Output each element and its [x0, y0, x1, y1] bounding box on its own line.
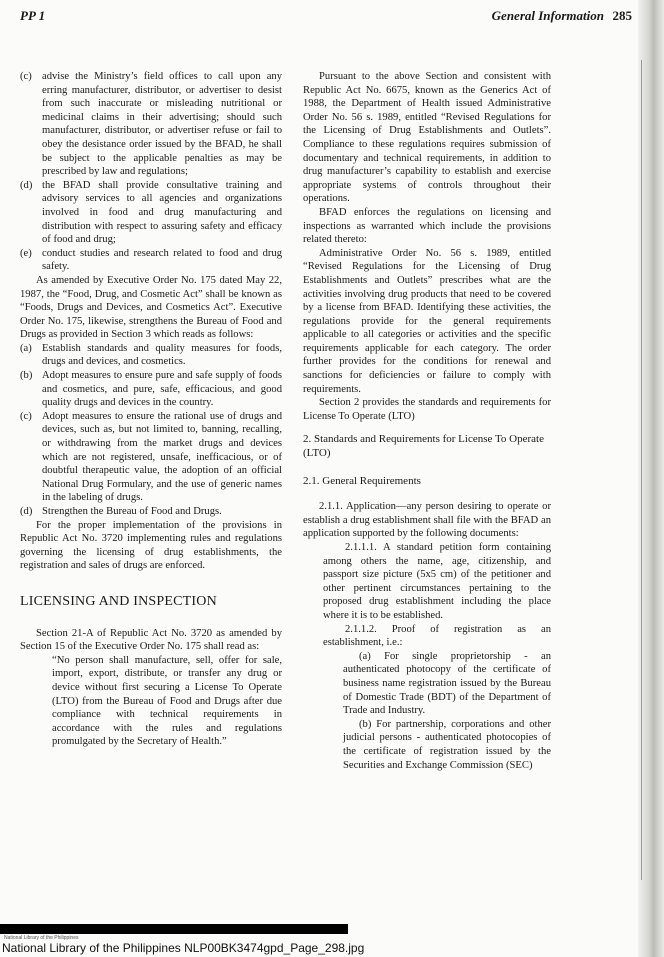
list-item-label: (e): [20, 247, 32, 259]
list-item: [20, 369, 282, 410]
library-stamp: National Library of the Philippines: [4, 935, 79, 941]
list-item-label: (d): [20, 179, 33, 191]
paragraph-section-2: Section 2 provides the standards and requirements for License To Operate (LTO): [303, 397, 551, 422]
running-header-chapter: General Information: [491, 8, 604, 23]
list-item: [20, 342, 282, 369]
heading-general-requirements: 2.1. General Requirements: [303, 474, 421, 487]
right-column: [303, 70, 551, 772]
paragraph-2-1-1: 2.1.1. Application—any person desiring to operate or establish a drug establishment shall file with the BFAD an application supported by the following documents:: [303, 501, 551, 540]
paragraph-2-1-1-2: 2.1.1.2. Proof of registration as an establishment, i.e.:: [323, 623, 551, 649]
footer-caption: National Library of the Philippines NLP00BK3474gpd_Page_298.jpg: [2, 941, 365, 955]
list-item: [20, 70, 282, 179]
paragraph-2-1-1-1: 2.1.1.1. A standard petition form containing among others the name, age, citizenship, and passport size picture (5x5 cm) of the petitioner and other pertinent circumstances pertaining to the proposed drug establishment including the place where it is to be established.: [323, 542, 551, 621]
list-item-text: conduct studies and research related to food and drug safety.: [42, 247, 282, 273]
list-item-text: Establish standards and quality measures for foods, drugs and devices, and cosmetics.: [42, 342, 282, 368]
list-item-text: advise the Ministry’s field offices to call upon any erring manufacturer, distributor, or advertiser to desist from such inaccurate or misleading nutritional or medicinal claims in their advertising; should such manufacturer, distributor, or advertiser refuse or fail to obey the desistance order issued by the BFAD, he shall be subject to the applicable penalties as may be prescribed by law and regulations;: [42, 71, 282, 178]
page-number: 285: [612, 8, 632, 23]
list-item: [20, 410, 282, 505]
list-item-label: (c): [20, 410, 32, 422]
list-item: [20, 247, 282, 274]
paragraph-section-21a: Section 21-A of Republic Act No. 3720 as amended by Section 15 of the Executive Order No. 175 shall read as:: [20, 627, 282, 653]
paragraph-single-proprietorship: (a) For single proprietorship - an authenticated photocopy of the certificate of business name registration issued by the Bureau of Domestic Trade (BDT) of the Department of Trade and Industry.: [343, 650, 551, 717]
paragraph-executive-order: As amended by Executive Order No. 175 dated May 22, 1987, the “Food, Drug, and Cosmetic Act” shall be known as “Foods, Drugs and Devices, and Cosmetics Act”. Executive Order No. 175, likewise, strengthens the Bureau of Food and Drugs as provided in Section 3 which reads as follows:: [20, 274, 282, 341]
heading-standards-requirements: 2. Standards and Requirements for License To Operate (LTO): [303, 433, 544, 460]
list-item-text: Strengthen the Bureau of Food and Drugs.: [42, 506, 222, 517]
scan-edge-line: [641, 60, 642, 880]
scan-bottom-bar: [0, 924, 348, 934]
list-item-text: the BFAD shall provide consultative training and advisory services to all agencies and organizations involved in food and drug manufacturing and distribution with respect to assuring safety and efficacy of food and drug;: [42, 179, 282, 246]
running-header-section: PP 1: [20, 8, 46, 23]
paragraph-pursuant: Pursuant to the above Section and consistent with Republic Act No. 6675, known as the Generics Act of 1988, the Department of Health issued Administrative Order No. 56 s. 1989, entitled “Revised Regulations for the Licensing of Drug Establishments and Outlets”. Compliance to these regulations requires submission of documentary and technical requirements, in addition to drug manufacturer’s capability to establish and exercise appropriate systems of controls throughout their operations.: [303, 71, 551, 205]
left-column: [20, 70, 282, 749]
block-quote: “No person shall manufacture, sell, offer for sale, import, export, distribute, or transfer any drug or device without first securing a License To Operate (LTO) from the Bureau of Food and Drugs after due compliance with technical requirements in accordance with the rules and regulations promulgated by the Secretary of Health.”: [52, 654, 282, 748]
paragraph-administrative-order: Administrative Order No. 56 s. 1989, entitled “Revised Regulations for the Licensing of Drug Establishments and Outlets” prescribes what are the activities involving drug products that need to be covered by a license from BFAD. Identifying these activities, the regulations provide for the general requirements applicable to all categories or activities and the specific requirements applicable for each category. The order further provides for the conditions for renewal and sanctions for deficiencies or failure to comply with requirements.: [303, 247, 551, 395]
section-heading: LICENSING AND INSPECTION: [20, 593, 217, 609]
paragraph-ra3720: For the proper implementation of the provisions in Republic Act No. 3720 implementing rules and regulations governing the licensing of drug establishments, the registration and sales of drugs are enforced.: [20, 519, 282, 572]
list-item: [20, 505, 282, 519]
paragraph-partnership: (b) For partnership, corporations and other judicial persons - authenticated photocopies of the certificate of registration issued by the Securities and Exchange Commission (SEC): [343, 718, 551, 771]
list-item-label: (d): [20, 506, 33, 517]
list-item-text: Adopt measures to ensure the rational use of drugs and devices, such as, but not limited to, banning, recalling, or withdrawing from the market drugs and devices which are not registered, unsafe, inefficacious, or of doubtful therapeutic value, the adoption of an official National Drug Formulary, and the use of generic names in the labeling of drugs.: [42, 410, 282, 504]
list-item-label: (c): [20, 71, 32, 82]
list-item: [20, 179, 282, 247]
list-item-label: (b): [20, 370, 33, 382]
paragraph-bfad-enforces: BFAD enforces the regulations on licensing and inspections as warranted which include the provisions related thereto:: [303, 206, 551, 246]
list-item-label: (a): [20, 342, 32, 354]
list-item-text: Adopt measures to ensure pure and safe supply of foods and cosmetics, and pure, safe, efficacious, and good quality drugs and devices in the country.: [42, 370, 282, 409]
